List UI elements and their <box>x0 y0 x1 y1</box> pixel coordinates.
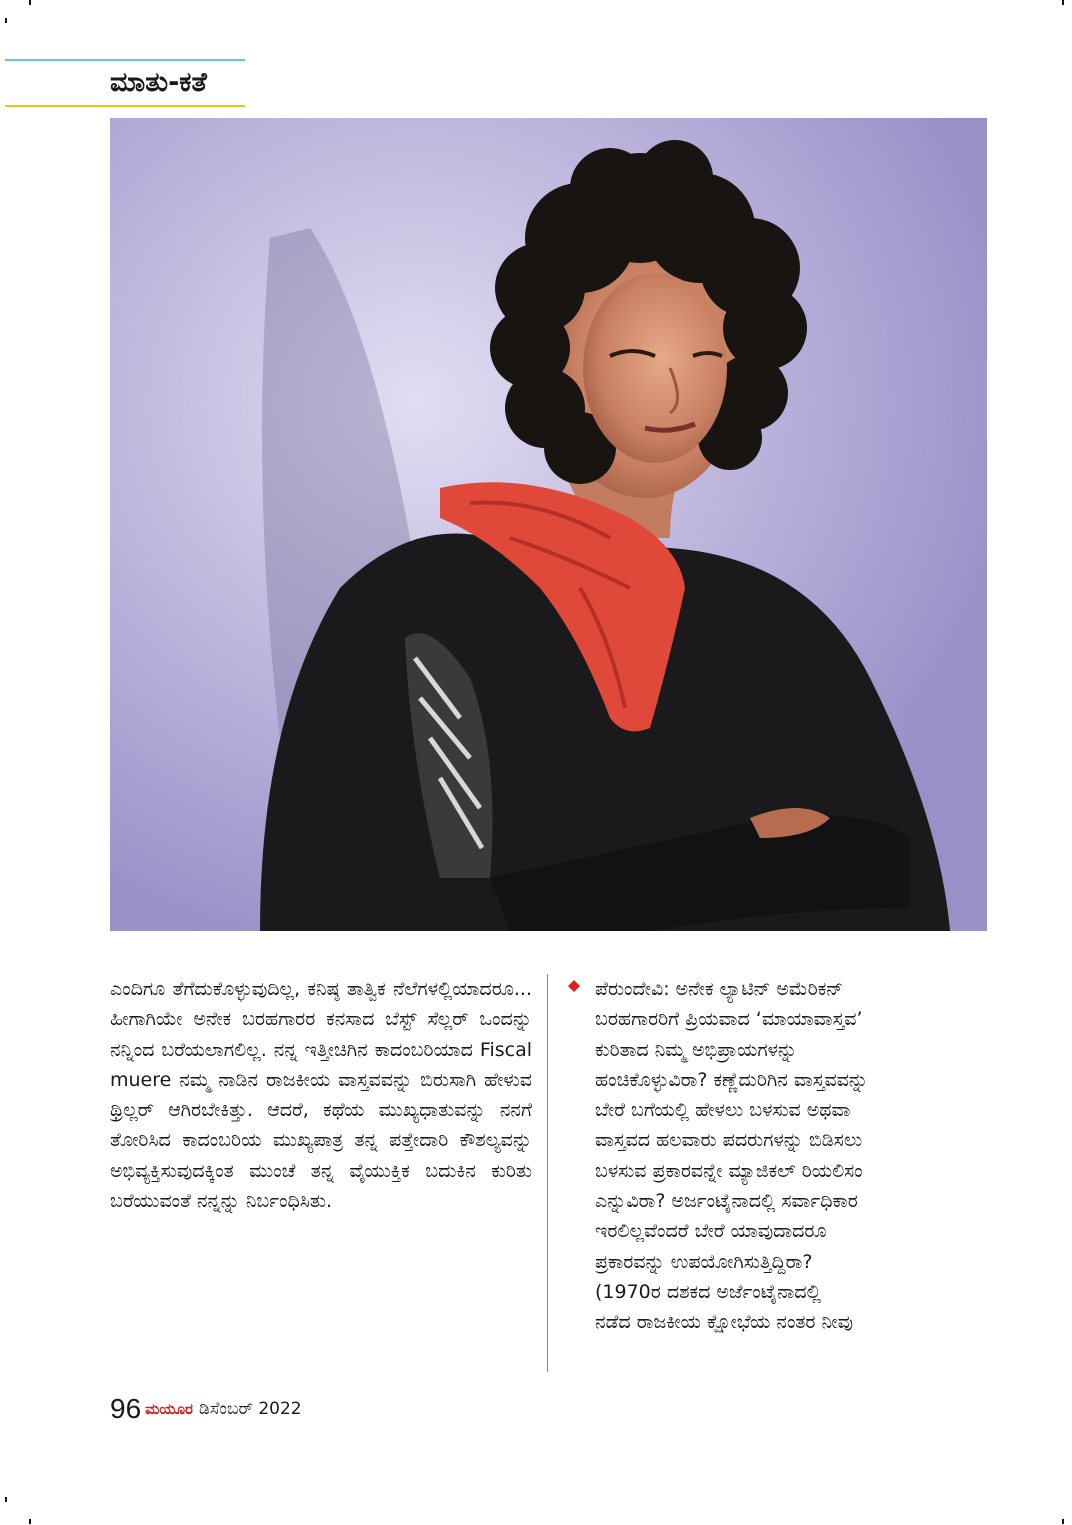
question-line: ಬರಹಗಾರರಿಗೆ ಪ್ರಿಯವಾದ ‘ಮಾಯಾವಾಸ್ತವ’ <box>595 1008 863 1031</box>
body-paragraph: ಎಂದಿಗೂ ತೆಗೆದುಕೊಳ್ಳುವುದಿಲ್ಲ, ಕನಿಷ್ಠ ತಾತ್ವಿಕ ನೆಲೆಗಳಲ್ಲಿಯಾದರೂ... ಹೀಗಾಗಿಯೇ ಅನೇಕ ಬರಹಗಾರರ ಕನಸಾದ ಬೆಸ್ಟ್ ಸೆಲ್ಲರ್ ಒಂದನ್ನು ನನ್ನಿಂದ ಬರೆಯಲಾಗಲಿಲ್ಲ. ನನ್ನ ಇತ್ತೀಚಿಗಿನ ಕಾದಂಬರಿಯಾದ Fiscal muere ನಮ್ಮ ನಾಡಿನ ರಾಜಕೀಯ ವಾಸ್ತವವನ್ನು ಬಿರುಸಾಗಿ ಹೇಳುವ ಥ್ರಿಲ್ಲರ್ ಆಗಿರಬೇಕಿತ್ತು. ಆದರೆ, ಕಥೆಯ ಮುಖ್ಯಧಾತುವನ್ನು ನನಗೆ ತೋರಿಸಿದ ಕಾದಂಬರಿಯ ಮುಖ್ಯಪಾತ್ರ ತನ್ನ ಪತ್ತೇದಾರಿ ಕೌಶಲ್ಯವನ್ನು ಅಭಿವ್ಯಕ್ತಿಸುವುದಕ್ಕಿಂತ ಮುಂಚೆ ತನ್ನ ವೈಯುಕ್ತಿಕ ಬದುಕಿನ ಕುರಿತು ಬರೆಯುವಂತೆ ನನ್ನನ್ನು ನಿರ್ಬಂಧಿಸಿತು. <box>110 978 532 1213</box>
question-line: ಕುರಿತಾದ ನಿಮ್ಮ ಅಭಿಪ್ರಾಯಗಳನ್ನು <box>595 1038 798 1061</box>
crop-mark <box>29 1519 31 1524</box>
issue-date: ಡಿಸೆಂಬರ್ 2022 <box>199 1399 302 1419</box>
header-rule-top <box>5 59 245 61</box>
crop-mark <box>5 1497 7 1502</box>
question-line: ಹಂಚಿಕೊಳ್ಳುವಿರಾ? ಕಣ್ಣೆದುರಿಗಿನ ವಾಸ್ತವವನ್ನು <box>595 1068 869 1091</box>
crop-mark <box>29 0 31 5</box>
header-rule-bottom <box>5 105 245 107</box>
question-line: ಪೆರುಂದೇವಿ: ಅನೇಕ ಲ್ಯಾಟಿನ್ ಅಮೆರಿಕನ್ <box>595 978 844 1000</box>
question-line: ಬಳಸುವ ಪ್ರಕಾರವನ್ನೇ ಮ್ಯಾಜಿಕಲ್ ರಿಯಲಿಸಂ <box>595 1159 863 1182</box>
portrait-illustration <box>110 118 987 931</box>
question-line: ಪ್ರಕಾರವನ್ನು ಉಪಯೋಗಿಸುತ್ತಿದ್ದಿರಾ? <box>595 1250 813 1273</box>
crop-mark <box>5 18 7 23</box>
crop-mark <box>1062 1519 1064 1524</box>
page-footer <box>110 1393 302 1425</box>
diamond-bullet-icon <box>568 980 580 992</box>
magazine-name: ಮಯೂರ <box>145 1400 193 1418</box>
section-title: ಮಾತು-ಕತೆ <box>110 67 207 98</box>
page-number: 96 <box>110 1393 142 1424</box>
portrait-photo <box>110 118 987 931</box>
question-line: ವಾಸ್ತವದ ಹಲವಾರು ಪದರುಗಳನ್ನು ಬಿಡಿಸಲು <box>595 1129 863 1152</box>
question-line: ಎನ್ನುವಿರಾ? ಅರ್ಜಂಟೈನಾದಲ್ಲಿ ಸರ್ವಾಧಿಕಾರ <box>595 1190 858 1213</box>
question-line: ನಡೆದ ರಾಜಕೀಯ ಕ್ಷೋಭೆಯ ನಂತರ ನೀವು <box>595 1311 854 1334</box>
question-line: (1970ರ ದಶಕದ ಅರ್ಜೆಂಟೈನಾದಲ್ಲಿ <box>595 1280 822 1303</box>
column-divider <box>547 974 548 1372</box>
question-line: ಬೇರೆ ಬಗೆಯಲ್ಲಿ ಹೇಳಲು ಬಳಸುವ ಅಥವಾ <box>595 1099 851 1122</box>
left-column <box>110 974 532 1216</box>
question-line: ಇರಲಿಲ್ಲವೆಂದರೆ ಬೇರೆ ಯಾವುದಾದರೂ <box>595 1220 827 1243</box>
right-column <box>595 974 995 1338</box>
crop-mark <box>1062 0 1064 5</box>
